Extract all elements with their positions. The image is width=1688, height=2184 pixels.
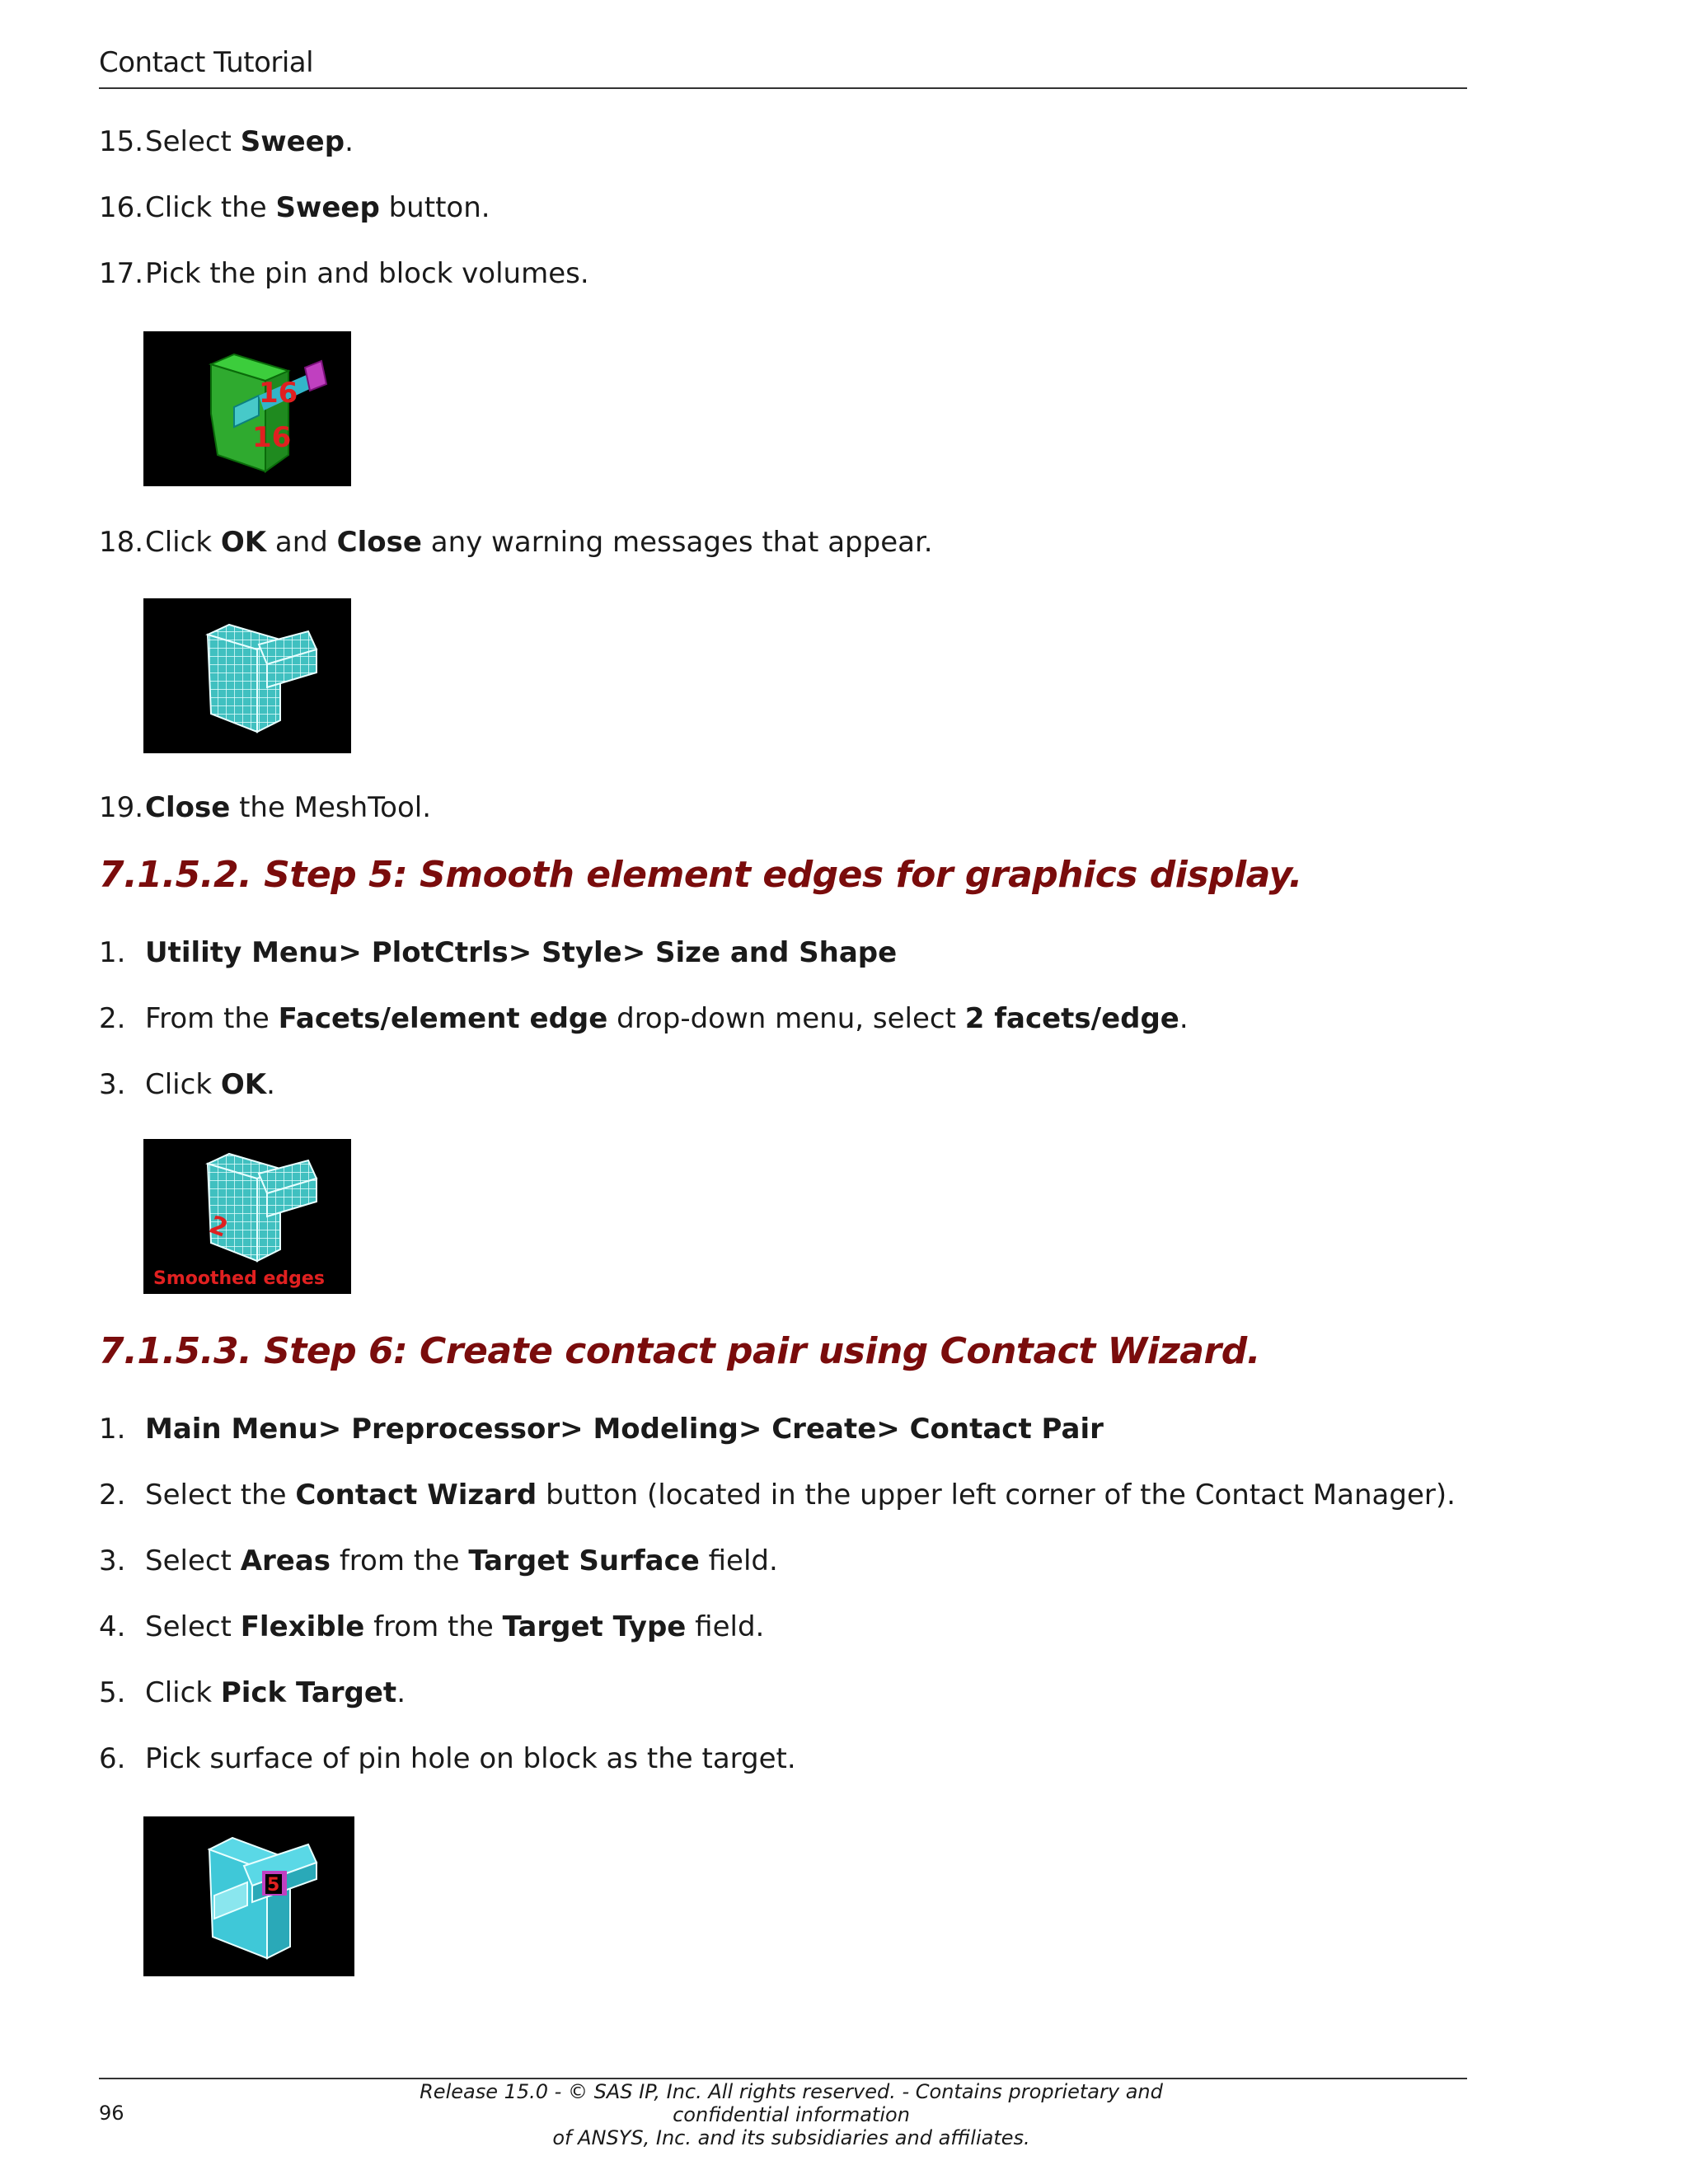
step-emphasis: OK <box>220 526 267 559</box>
step-15 <box>99 124 354 160</box>
step-text: . <box>1179 1002 1189 1035</box>
step-emphasis: Areas <box>240 1544 331 1577</box>
footer-line-2: of ANSYS, Inc. and its subsidiaries and affiliates. <box>552 2126 1030 2149</box>
figure1-label-top: 16 <box>259 377 298 410</box>
step-number: 4. <box>99 1610 126 1643</box>
step-emphasis: 2 facets/edge <box>964 1002 1179 1035</box>
s2-step-2 <box>99 1477 1456 1513</box>
step-emphasis: Flexible <box>240 1610 365 1643</box>
step-16 <box>99 190 490 226</box>
step-text: any warning messages that appear. <box>421 526 933 559</box>
figure4-label: 5 <box>267 1875 280 1896</box>
step-emphasis: Utility Menu> PlotCtrls> Style> Size and Shape <box>145 936 898 969</box>
step-number: 16. <box>99 191 144 224</box>
step-number: 2. <box>99 1002 126 1035</box>
figure-target-surface <box>143 1816 354 1976</box>
step-17 <box>99 255 589 292</box>
step-emphasis: Pick Target <box>220 1676 397 1709</box>
step-text: button (located in the upper left corner of the Contact Manager). <box>537 1479 1456 1511</box>
step-text: Pick the pin and block volumes. <box>145 257 589 290</box>
step-text: Click <box>145 1068 221 1101</box>
step-text: the MeshTool. <box>230 791 432 824</box>
s1-step-3 <box>99 1066 275 1103</box>
step-text: and <box>266 526 337 559</box>
section-heading-step5: 7.1.5.2. Step 5: Smooth element edges for graphics display. <box>99 854 1302 896</box>
page-header <box>99 46 1467 89</box>
step-number: 17. <box>99 257 144 290</box>
step-number: 19. <box>99 791 144 824</box>
step-number: 3. <box>99 1068 126 1101</box>
step-text: field. <box>686 1610 765 1643</box>
s2-step-3 <box>99 1543 778 1579</box>
s1-step-2 <box>99 1001 1189 1037</box>
step-text: From the <box>145 1002 279 1035</box>
step-text: Click <box>145 1676 221 1709</box>
step-emphasis: Contact Wizard <box>295 1479 537 1511</box>
header-title: Contact Tutorial <box>99 46 314 79</box>
step-emphasis: Sweep <box>240 125 345 158</box>
step-emphasis: Close <box>336 526 422 559</box>
step-number: 5. <box>99 1676 126 1709</box>
footer-line-1: Release 15.0 - © SAS IP, Inc. All rights reserved. - Contains proprietary and confidential information <box>420 2080 1163 2126</box>
step-text: Click <box>145 526 221 559</box>
s2-step-5 <box>99 1675 406 1711</box>
step-emphasis: Main Menu> Preprocessor> Modeling> Create> Contact Pair <box>145 1413 1104 1446</box>
s2-step-6 <box>99 1741 796 1777</box>
step-number: 6. <box>99 1742 126 1775</box>
s2-step-4 <box>99 1609 764 1645</box>
step-number: 1. <box>99 1413 126 1446</box>
step-text: Select <box>145 1544 241 1577</box>
step-text: Select <box>145 1610 241 1643</box>
step-text: drop-down menu, select <box>607 1002 965 1035</box>
step-emphasis: Facets/element edge <box>278 1002 608 1035</box>
step-number: 15. <box>99 125 144 158</box>
step-text: from the <box>331 1544 469 1577</box>
step-19 <box>99 790 431 826</box>
step-text: . <box>396 1676 406 1709</box>
step-text: . <box>345 125 354 158</box>
step-text: Click the <box>145 191 276 224</box>
footer-divider <box>99 2078 1467 2079</box>
step-text: . <box>266 1068 275 1101</box>
page-number: 96 <box>99 2102 124 2125</box>
step-emphasis: Sweep <box>275 191 380 224</box>
footer-copyright <box>379 2080 1203 2149</box>
step-18 <box>99 524 933 560</box>
step-number: 2. <box>99 1479 126 1511</box>
figure3-label: 2 <box>205 1210 232 1244</box>
figure3-caption: Smoothed edges <box>153 1268 325 1289</box>
step-text: from the <box>364 1610 503 1643</box>
figure-meshed-model <box>143 598 351 753</box>
step-emphasis: Target Type <box>502 1610 687 1643</box>
step-number: 18. <box>99 526 144 559</box>
step-emphasis: Target Surface <box>468 1544 700 1577</box>
figure-smoothed-edges <box>143 1139 351 1294</box>
step-text: Pick surface of pin hole on block as the target. <box>145 1742 796 1775</box>
step-number: 3. <box>99 1544 126 1577</box>
step-text: Select <box>145 125 241 158</box>
step-emphasis: OK <box>220 1068 267 1101</box>
figure-pin-block-volumes <box>143 331 351 486</box>
section-heading-step6: 7.1.5.3. Step 6: Create contact pair using Contact Wizard. <box>99 1330 1260 1372</box>
step-text: field. <box>699 1544 778 1577</box>
step-number: 1. <box>99 936 126 969</box>
s1-step-1 <box>99 935 897 971</box>
step-emphasis: Close <box>145 791 231 824</box>
step-text: Select the <box>145 1479 296 1511</box>
s2-step-1 <box>99 1411 1104 1447</box>
step-text: button. <box>379 191 490 224</box>
figure1-label-bottom: 16 <box>252 421 292 454</box>
